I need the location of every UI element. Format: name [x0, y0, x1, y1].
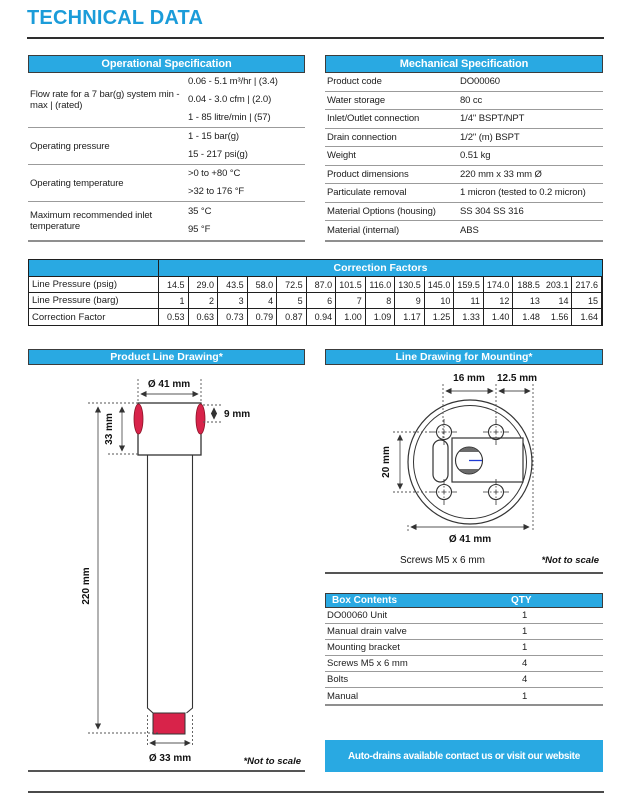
screws-caption: Screws M5 x 6 mm	[399, 555, 485, 566]
box-contents-body	[325, 608, 603, 706]
not-to-scale-note: *Not to scale	[541, 555, 599, 566]
table-row	[28, 128, 305, 165]
table-row	[325, 221, 603, 240]
factor-cell: 1.48	[522, 312, 540, 322]
spec-value: SS 304 SS 316	[460, 205, 524, 217]
mounting-drawing-section	[325, 349, 603, 574]
psig-cell: 217.6	[572, 277, 602, 293]
factor-cell: 1.56	[543, 309, 573, 325]
dim-label-diameter: Ø 41 mm	[448, 534, 492, 545]
outlet-port-icon	[196, 404, 205, 434]
filter-head-outline	[138, 403, 201, 455]
psig-cell: 58.0	[248, 277, 278, 293]
psig-cell: 87.0	[307, 277, 337, 293]
table-row	[28, 202, 305, 240]
table-row	[325, 129, 603, 148]
factor-cell: 1.40	[484, 309, 514, 325]
barg-cell: 12	[484, 293, 514, 309]
dim-label-port: 9 mm	[224, 409, 251, 420]
filter-bowl-outline	[148, 455, 193, 713]
mechanical-spec-header: Mechanical Specification	[325, 55, 603, 73]
factor-cell: 0.73	[218, 309, 248, 325]
barg-cell: 9	[395, 293, 425, 309]
barg-cell: 14	[543, 293, 573, 309]
psig-cell: 101.5	[336, 277, 366, 293]
barg-cell: 8	[366, 293, 396, 309]
title-divider	[27, 37, 604, 39]
factor-cell: 0.63	[189, 309, 219, 325]
dim-label-top-diameter: Ø 41 mm	[147, 379, 191, 390]
psig-cell: 116.0	[366, 277, 396, 293]
psig-cell: 72.5	[277, 277, 307, 293]
spec-value: 0.51 kg	[460, 150, 491, 162]
box-contents-header	[325, 593, 603, 608]
factor-cell: 1.17	[395, 309, 425, 325]
spec-value: ABS	[460, 224, 479, 236]
factor-cell: 0.53	[159, 309, 189, 325]
factor-cell: 1.25	[425, 309, 455, 325]
correction-factors-header: Correction Factors	[159, 260, 602, 277]
barg-cell: 11	[454, 293, 484, 309]
mounting-line-drawing	[325, 365, 603, 555]
spec-value: >32 to 176 °F	[188, 186, 245, 197]
spec-value: >0 to +80 °C	[188, 167, 241, 179]
barg-cell: 3	[218, 293, 248, 309]
mechanical-spec-body	[325, 73, 603, 242]
factor-cell: 0.79	[248, 309, 278, 325]
auto-drains-banner: Auto-drains available contact us or visit our website	[325, 740, 603, 772]
product-line-drawing-section	[28, 349, 305, 772]
operational-spec-table	[28, 55, 305, 242]
spec-value: 35 °C	[188, 205, 212, 217]
dim-label-bottom-diameter: Ø 33 mm	[148, 753, 192, 764]
psig-cell: 203.1	[543, 277, 573, 293]
table-row	[325, 73, 603, 92]
table-row	[28, 73, 305, 128]
barg-cell: 2	[189, 293, 219, 309]
spec-label: Material Options (housing)	[327, 205, 436, 217]
table-row	[325, 147, 603, 166]
spec-value: 95 °F	[188, 224, 211, 235]
box-qty: 1	[522, 642, 528, 653]
spec-value: 15 - 217 psi(g)	[188, 149, 248, 160]
spec-label: Water storage	[327, 94, 386, 106]
box-item: DO00060 Unit	[327, 610, 388, 621]
spec-value: 1/4" BSPT/NPT	[460, 113, 525, 125]
spec-values	[188, 128, 305, 164]
mount-slot	[433, 440, 448, 482]
table-row	[325, 624, 603, 640]
table-row	[325, 110, 603, 129]
correction-corner-cell	[29, 260, 159, 277]
table-row	[325, 640, 603, 656]
spec-value: 0.06 - 5.1 m³/hr | (3.4)	[188, 75, 278, 87]
barg-cell: 4	[248, 293, 278, 309]
psig-cell: 174.0	[484, 277, 514, 293]
box-item: Screws M5 x 6 mm	[327, 658, 408, 669]
psig-cell: 29.0	[189, 277, 219, 293]
spec-value: 1 - 85 litre/min | (57)	[188, 112, 271, 124]
product-line-drawing	[28, 365, 305, 765]
spec-values	[188, 165, 305, 201]
dim-label-head: 33 mm	[104, 413, 115, 445]
dim-label-height: 220 mm	[81, 567, 92, 605]
spec-value: DO00060	[460, 76, 500, 88]
product-drawing-header: Product Line Drawing*	[28, 349, 305, 365]
spec-label: Weight	[327, 150, 356, 162]
factor-cell: 1.00	[336, 309, 366, 325]
box-qty: 4	[522, 658, 528, 669]
barg-cell: 7	[336, 293, 366, 309]
spec-value: 1 micron (tested to 0.2 micron)	[460, 187, 586, 199]
spec-label: Material (internal)	[327, 224, 400, 236]
barg-cell: 10	[425, 293, 455, 309]
spec-label: Operating pressure	[30, 140, 110, 152]
dim-diameter	[408, 525, 529, 532]
spec-label: Maximum recommended inlet temperature	[30, 210, 153, 232]
factor-cell: 1.64	[572, 309, 602, 325]
mechanical-spec-table	[325, 55, 603, 242]
spec-value: 1 - 15 bar(g)	[188, 130, 239, 142]
barg-cell: 5	[277, 293, 307, 309]
spec-value: 0.04 - 3.0 cfm | (2.0)	[188, 93, 272, 105]
box-item: Manual	[327, 690, 359, 702]
barg-cell: 15	[572, 293, 602, 309]
box-qty: 1	[522, 610, 528, 621]
mounting-drawing-header: Line Drawing for Mounting*	[325, 349, 603, 365]
box-contents-table	[325, 593, 603, 706]
table-row	[325, 166, 603, 185]
factor-cell: 1.33	[454, 309, 484, 325]
correction-factors-table	[28, 259, 603, 326]
box-item: Manual drain valve	[327, 626, 407, 637]
spec-value: 80 cc	[460, 94, 483, 106]
spec-values	[188, 73, 305, 128]
psig-cell: 159.5	[454, 277, 484, 293]
psig-cell: 130.5	[395, 277, 425, 293]
table-row	[325, 608, 603, 624]
box-qty: 1	[522, 690, 528, 702]
factor-cell: 1.09	[366, 309, 396, 325]
psig-cell: 188.5	[513, 277, 543, 293]
dim-label-slot: 16 mm	[453, 373, 485, 384]
spec-values	[188, 203, 305, 239]
spec-label: Inlet/Outlet connection	[327, 113, 420, 125]
row-label: Line Pressure (barg)	[29, 293, 159, 309]
box-contents-title: Box Contents	[332, 595, 397, 606]
spec-value: 1/2" (m) BSPT	[460, 131, 520, 143]
box-item: Bolts	[327, 674, 349, 685]
dim-port	[203, 405, 221, 422]
barg-cell: 1	[159, 293, 189, 309]
inlet-port-icon	[134, 404, 143, 434]
box-qty: 4	[522, 674, 528, 685]
row-label: Correction Factor	[29, 309, 159, 325]
psig-cell: 14.5	[159, 277, 189, 293]
operational-spec-header: Operational Specification	[28, 55, 305, 73]
table-row	[325, 656, 603, 672]
operational-spec-body	[28, 73, 305, 242]
spec-label: Drain connection	[327, 131, 397, 143]
table-row	[325, 672, 603, 688]
spec-label: Particulate removal	[327, 187, 407, 199]
spec-label: Product code	[327, 76, 382, 88]
psig-cell: 43.5	[218, 277, 248, 293]
factor-cell: 0.94	[307, 309, 337, 325]
spec-value: 220 mm x 33 mm Ø	[460, 168, 542, 180]
barg-cell: 13	[513, 293, 543, 309]
dim-label-hole: 12.5 mm	[496, 373, 538, 384]
spec-label: Product dimensions	[327, 168, 409, 180]
spec-label: Flow rate for a 7 bar(g) system min - max | (rated)	[30, 89, 180, 111]
spec-label: Operating temperature	[30, 177, 124, 189]
box-item: Mounting bracket	[327, 642, 400, 653]
barg-cell: 6	[307, 293, 337, 309]
dim-label-vertical: 20 mm	[381, 446, 392, 478]
table-row	[325, 203, 603, 222]
factor-cell: 0.87	[277, 309, 307, 325]
qty-header: QTY	[511, 595, 532, 606]
table-row	[325, 92, 603, 111]
table-row	[325, 688, 603, 704]
not-to-scale-note: *Not to scale	[243, 756, 301, 767]
box-qty: 1	[522, 626, 528, 637]
page-title: TECHNICAL DATA	[27, 7, 204, 29]
psig-cell: 145.0	[425, 277, 455, 293]
footer-divider	[28, 791, 604, 793]
row-label: Line Pressure (psig)	[29, 277, 159, 293]
table-row	[325, 184, 603, 203]
drain-outlet	[153, 713, 185, 734]
table-row	[28, 165, 305, 202]
